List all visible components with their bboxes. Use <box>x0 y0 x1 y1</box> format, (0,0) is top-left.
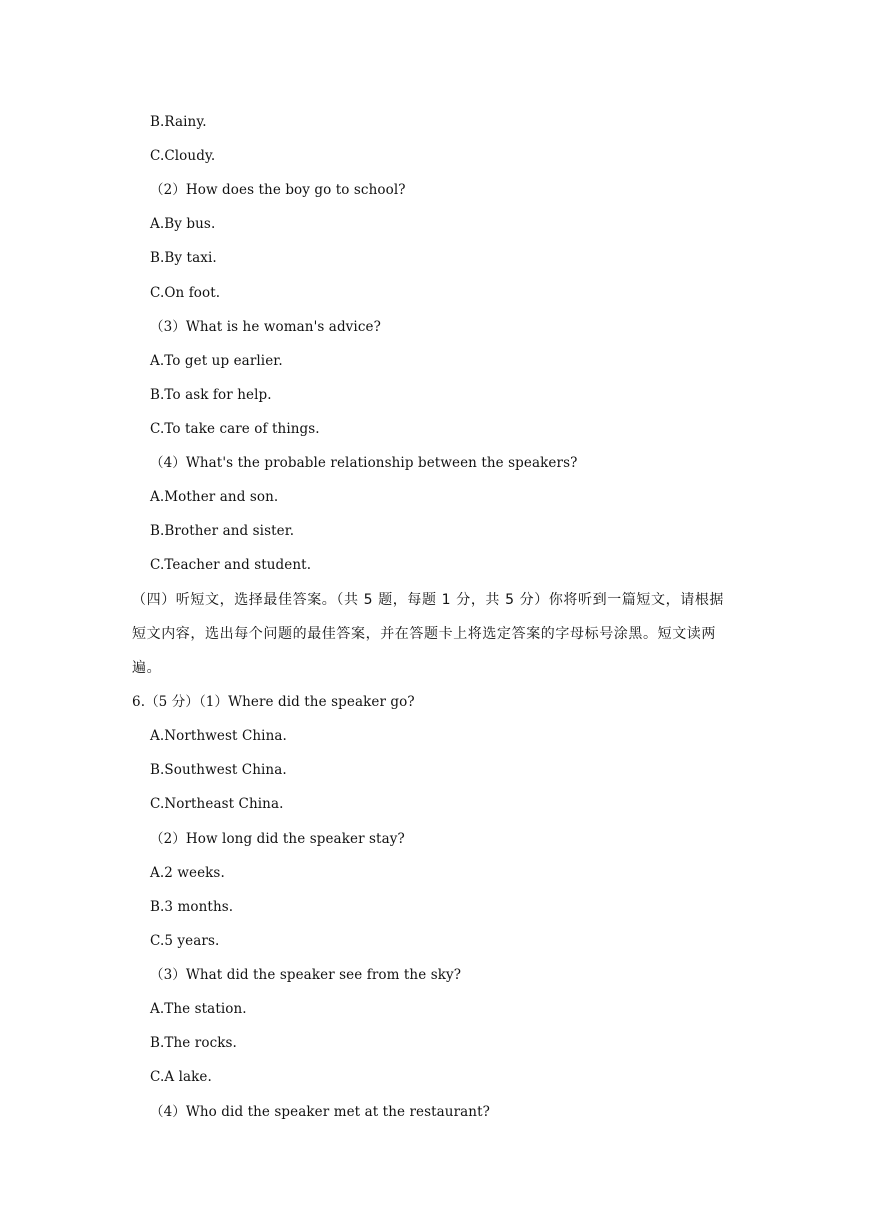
option-b: B.The rocks. <box>150 1035 237 1051</box>
option-c: C.Northeast China. <box>150 796 284 812</box>
sub-question-2: （2）How long did the speaker stay? <box>150 831 405 847</box>
sub-question-2: （2）How does the boy go to school? <box>150 182 406 198</box>
option-c: C.On foot. <box>150 285 221 301</box>
option-a: A.The station. <box>150 1001 247 1017</box>
option-a: A.Northwest China. <box>150 728 287 744</box>
option-c: C.5 years. <box>150 933 220 949</box>
option-c: C.To take care of things. <box>150 421 320 437</box>
section-heading-line-2: 短文内容，选出每个问题的最佳答案，并在答题卡上将选定答案的字母标号涂黑。短文读两 <box>132 626 716 642</box>
question-6-stem: 6.（5 分）（1）Where did the speaker go? <box>132 694 415 710</box>
option-b: B.Southwest China. <box>150 762 287 778</box>
option-b: B.Brother and sister. <box>150 523 295 539</box>
option-c: C.A lake. <box>150 1069 212 1085</box>
sub-question-3: （3）What did the speaker see from the sky? <box>150 967 462 983</box>
section-heading-line-1: （四）听短文，选择最佳答案。（共 5 题，每题 1 分，共 5 分）你将听到一篇短文，请根据 <box>132 592 725 608</box>
option-c-cloudy: C.Cloudy. <box>150 148 216 164</box>
option-a: A.Mother and son. <box>150 489 279 505</box>
option-a: A.To get up earlier. <box>150 353 283 369</box>
option-b-rainy: B.Rainy. <box>150 114 207 130</box>
option-a: A.By bus. <box>150 216 216 232</box>
sub-question-3: （3）What is he woman's advice? <box>150 319 381 335</box>
option-c: C.Teacher and student. <box>150 557 312 573</box>
option-b: B.To ask for help. <box>150 387 272 403</box>
option-b: B.3 months. <box>150 899 234 915</box>
section-heading-line-3: 遍。 <box>132 660 162 676</box>
sub-question-4: （4）What's the probable relationship between the speakers? <box>150 455 578 471</box>
sub-question-4: （4）Who did the speaker met at the restaurant? <box>150 1104 490 1120</box>
option-b: B.By taxi. <box>150 250 217 266</box>
option-a: A.2 weeks. <box>150 865 225 881</box>
